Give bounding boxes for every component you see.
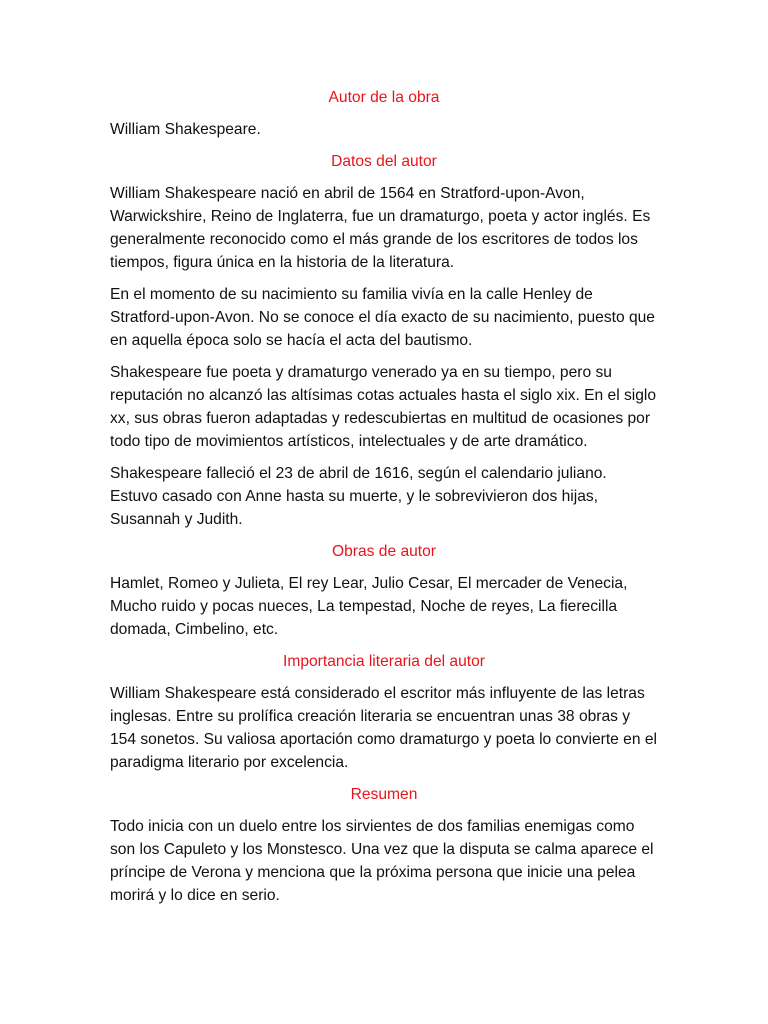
paragraph: William Shakespeare está considerado el escritor más influyente de las letras inglesas. Entre su prolífica creación literaria se encuentran unas 38 obras y 154 sonetos. Su valiosa aportación como dramaturgo y poeta lo convierte en el paradigma literario por excelencia. bbox=[110, 685, 657, 771]
paragraph: William Shakespeare nació en abril de 1564 en Stratford-upon-Avon, Warwickshire, Reino de Inglaterra, fue un dramaturgo, poeta y actor inglés. Es generalmente reconocido como el más grande de los escritores de todos los tiempos, figura única en la historia de la literatura. bbox=[110, 185, 651, 271]
document-page bbox=[110, 86, 658, 916]
paragraph: Shakespeare fue poeta y dramaturgo venerado ya en su tiempo, pero su reputación no alcanzó las altísimas cotas actuales hasta el siglo xix. En el siglo xx, sus obras fueron adaptadas y redescubiertas en multitud de ocasiones por todo tipo de movimientos artísticos, intelectuales y de arte dramático. bbox=[110, 364, 657, 450]
section-heading: Importancia literaria del autor bbox=[283, 653, 485, 670]
paragraph: Todo inicia con un duelo entre los sirvientes de dos familias enemigas como son los Capuleto y los Monstesco. Una vez que la disputa se calma aparece el príncipe de Verona y menciona que la próxima persona que inicie una pelea morirá y lo dice en serio. bbox=[110, 818, 654, 904]
section-resumen bbox=[110, 783, 658, 907]
section-heading: Autor de la obra bbox=[328, 89, 440, 106]
paragraph: William Shakespeare. bbox=[110, 121, 261, 138]
section-autor bbox=[110, 86, 658, 141]
section-importancia bbox=[110, 650, 658, 774]
section-heading: Obras de autor bbox=[331, 543, 437, 560]
paragraph: Hamlet, Romeo y Julieta, El rey Lear, Julio Cesar, El mercader de Venecia, Mucho ruido y pocas nueces, La tempestad, Noche de reyes, La fierecilla domada, Cimbelino, etc. bbox=[110, 575, 628, 638]
paragraph: En el momento de su nacimiento su familia vivía en la calle Henley de Stratford-upon-Avon. No se conoce el día exacto de su nacimiento, puesto que en aquella época solo se hacía el acta del bautismo. bbox=[110, 286, 655, 349]
section-heading: Datos del autor bbox=[331, 153, 437, 170]
section-heading: Resumen bbox=[350, 786, 418, 803]
section-obras bbox=[110, 540, 658, 641]
section-datos bbox=[110, 150, 658, 531]
paragraph: Shakespeare falleció el 23 de abril de 1616, según el calendario juliano. Estuvo casado con Anne hasta su muerte, y le sobrevivieron dos hijas, Susannah y Judith. bbox=[110, 465, 607, 528]
